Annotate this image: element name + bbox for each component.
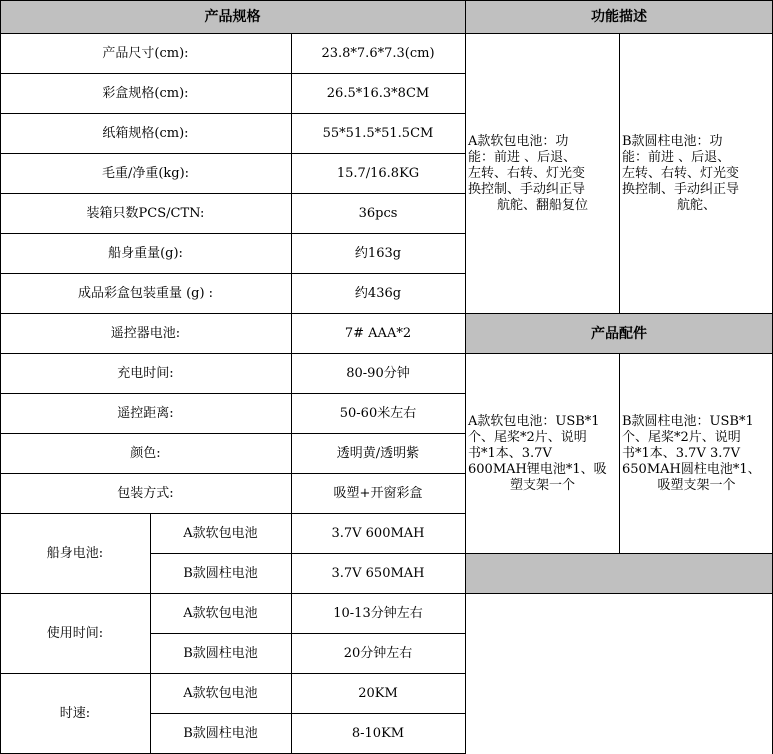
grid-line: [0, 593, 773, 594]
grid-line: [619, 354, 620, 553]
grid-line: [0, 33, 773, 34]
spec-label: 遥控距离:: [117, 406, 174, 421]
function-header: 功能描述: [591, 9, 647, 25]
spec-value: 15.7/16.8KG: [336, 166, 420, 181]
grid-line: [0, 673, 465, 674]
grid-line: [150, 633, 465, 634]
spec-label: 遥控器电池:: [110, 326, 181, 341]
grid-line: [0, 433, 465, 434]
spec-label: 船身重量(g):: [108, 246, 183, 261]
text-line: B款圆柱电池：USB*1: [622, 413, 754, 429]
sub-value: 8-10KM: [351, 726, 405, 741]
text-line: A款软包电池：USB*1: [468, 413, 600, 429]
grid-line: [0, 353, 773, 354]
text-line: 航舵、翻船复位: [496, 198, 588, 213]
grid-line: [0, 153, 465, 154]
spec-value: 约163g: [354, 246, 402, 261]
spec-label: 纸箱规格(cm):: [102, 126, 189, 141]
grid-line: [0, 193, 465, 194]
text-line: 650MAH圆柱电池*1、: [622, 461, 761, 477]
spec-label: 颜色:: [130, 446, 161, 461]
specs-header: 产品规格: [204, 9, 261, 25]
text-line: B款圆柱电池：功: [622, 134, 723, 149]
text-line: 书*1本、3.7V: [468, 445, 552, 461]
text-line: 600MAH锂电池*1、吸: [468, 461, 607, 477]
grid-line: [0, 473, 465, 474]
sub-name: A款软包电池: [183, 606, 258, 621]
group-label-battery: 船身电池:: [46, 546, 104, 561]
spec-label: 成品彩盒包装重量 (g) :: [77, 286, 214, 301]
spec-value: 23.8*7.6*7.3(cm): [321, 46, 435, 61]
text-line: 个、尾桨*2片、说明: [622, 429, 741, 445]
text-line: 航舵、: [676, 198, 716, 213]
grid-line: [150, 713, 465, 714]
spec-value: 26.5*16.3*8CM: [326, 86, 430, 101]
spec-label: 毛重/净重(kg):: [101, 166, 190, 181]
sub-name: B款圆柱电池: [183, 646, 258, 661]
text-line: 吸塑支架一个: [657, 477, 736, 493]
grid-line: [291, 34, 292, 754]
spec-value: 36pcs: [358, 206, 398, 221]
text-line: 换控制、手动纠正导: [622, 182, 740, 197]
grid-line: [619, 34, 620, 314]
accessories-b: [620, 354, 773, 553]
grid-line: [0, 0, 773, 1]
grid-line: [150, 514, 151, 754]
sub-name: B款圆柱电池: [183, 566, 258, 581]
grid-line: [0, 73, 465, 74]
text-line: A款软包电池：功: [468, 134, 569, 149]
grid-line: [0, 313, 773, 314]
spec-value: 透明黄/透明紫: [336, 446, 420, 461]
grid-line: [0, 393, 465, 394]
sub-name: A款软包电池: [183, 686, 258, 701]
group-label-speed: 时速:: [59, 706, 91, 721]
sub-name: B款圆柱电池: [183, 726, 258, 741]
spec-value: 80-90分钟: [346, 366, 410, 381]
text-line: 左转、右转、灯光变: [622, 166, 740, 181]
spec-label: 装箱只数PCS/CTN:: [86, 206, 205, 221]
sub-value: 3.7V 650MAH: [331, 566, 425, 581]
grid-line: [0, 513, 465, 514]
sub-name: A款软包电池: [183, 526, 258, 541]
text-line: 能：前进 、后退、: [468, 150, 577, 165]
group-label-usage-time: 使用时间:: [46, 626, 104, 641]
text-line: 个、尾桨*2片、说明: [468, 429, 587, 445]
sub-value: 10-13分钟左右: [333, 606, 423, 621]
spec-value: 55*51.5*51.5CM: [322, 126, 434, 141]
grid-line: [0, 273, 465, 274]
spec-value: 7# AAA*2: [344, 326, 412, 341]
text-line: 书*1本、3.7V 3.7V: [622, 445, 741, 461]
function-a: [466, 34, 619, 314]
grid-line: [150, 553, 773, 554]
spec-value: 约436g: [354, 286, 402, 301]
spec-value: 50-60米左右: [339, 406, 417, 421]
grid-line: [0, 113, 465, 114]
empty-gray-band: [465, 553, 773, 593]
text-line: 换控制、手动纠正导: [468, 182, 586, 197]
accessories-a: [466, 354, 619, 553]
grid-line: [0, 233, 465, 234]
sub-value: 20KM: [358, 686, 398, 701]
grid-line: [465, 0, 466, 754]
sub-value: 3.7V 600MAH: [331, 526, 425, 541]
spec-label: 彩盒规格(cm):: [102, 86, 189, 101]
text-line: 左转、右转、灯光变: [468, 166, 586, 181]
spec-value: 吸塑+开窗彩盒: [333, 486, 423, 501]
accessories-header: 产品配件: [591, 326, 647, 342]
function-b: [620, 34, 773, 314]
spec-label: 产品尺寸(cm):: [102, 46, 189, 61]
spec-label: 包装方式:: [117, 486, 174, 501]
text-line: 塑支架一个: [509, 477, 575, 493]
sub-value: 20分钟左右: [343, 646, 413, 661]
spec-label: 充电时间:: [117, 366, 174, 381]
text-line: 能：前进 、后退、: [622, 150, 731, 165]
